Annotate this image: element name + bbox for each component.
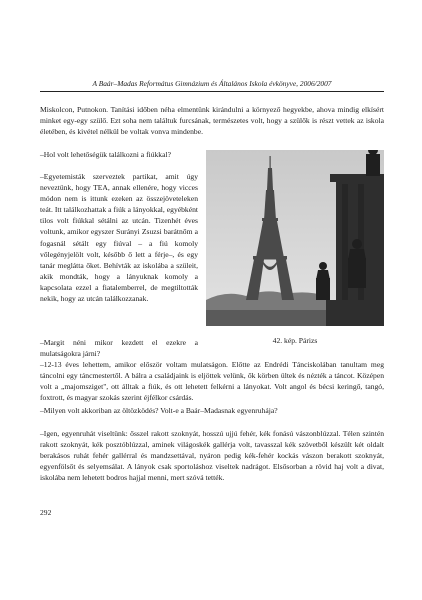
question-2: –Margit néni mikor kezdett el ezekre a mulatságokra járni?: [40, 338, 198, 359]
running-header: A Baár–Madas Református Gimnázium és Általános Iskola évkönyve, 2006/2007: [92, 79, 332, 88]
photo-paris-eiffel-tower: [206, 150, 384, 326]
question-3: –Milyen volt akkoriban az öltözködés? Volt-e a Baár–Madasnak egyenruhája?: [40, 406, 278, 415]
figure-caption: 42. kép. Párizs: [272, 336, 318, 345]
answer-2: –12-13 éves lehettem, amikor először voltam mulatságon. Előtte az Endrédi Tánciskolában tanultam meg táncolni egy táncmestertől. A bálra a családjaink is eljöttek velünk, ők körben ültek és nézték a táncot. Középen volt a „majomsziget", ott álltak a fiúk, és ott lehetett felkérni a lányokat. Volt angol és bécsi keringő, tangó, foxtrott, és magyar szokás szerint éjfélkor csárdás.: [40, 360, 384, 403]
page-number: 292: [40, 508, 52, 517]
header-rule: [40, 91, 384, 92]
answer-1: –Egyetemisták szerveztek partikat, amit úgy neveztünk, hogy TEA, annak ellenére, hogy vicces módon nem is ittunk ezeken az összejöveteleken teát. Itt találkozhattak a fiúk a lányokkal, egyébként tilos volt fiúkkal sétálni az utcán. Tizenhét éves voltunk, amikor egyszer Surányi Zsuzsi barátnőm a fogasnál sétált egy fiúval – a fiú komoly vőlegényjelölt volt, később ő lett a férje–, és egy tanár meglátta őket. Behívták az iskolába a szüleit, akik mondták, hogy a lányuknak komoly a kapcsolata ezzel a fiatalemberrel, de megtiltották nekik, hogy az utcán találkozzanak.: [40, 172, 198, 304]
answer-3: –Igen, egyenruhát viseltünk: ősszel rakott szoknyát, hosszú ujjú fehér, kék fonású vászonblúzzal. Télen szintén rakott szoknyát, kék posztóblúzzal, aminek világoskék gallérja volt, tavasszal kék szövetből készült két oldalt berakásos ruhát fehér gallérral és mandzsettával, nyáron pedig kék-fehér kockás vászon berakott szoknyát, egyenfölsőt és selyemsálat. A lányok csak sportoláshoz viseltek nadrágot. Elsősorban a rövid haj volt a divat, iskolába nem lehetett bodros hajjal menni, mert szóvá tették.: [40, 429, 384, 483]
paragraph-intro: Miskolcon, Putnokon. Tanítási időben néha elmentünk kirándulni a környező hegyekbe, ahova mindig elkísért minket egy-egy szülő. Ezt soha nem találtuk furcsának, természetes volt, hogy a szülők is részt vettek az iskola életében, és kivétel nélkül be voltak vonva mindenbe.: [40, 105, 384, 137]
eiffel-tower-photo-graphic: [206, 150, 384, 326]
question-1: –Hol volt lehetőségük találkozni a fiúkkal?: [40, 150, 171, 159]
